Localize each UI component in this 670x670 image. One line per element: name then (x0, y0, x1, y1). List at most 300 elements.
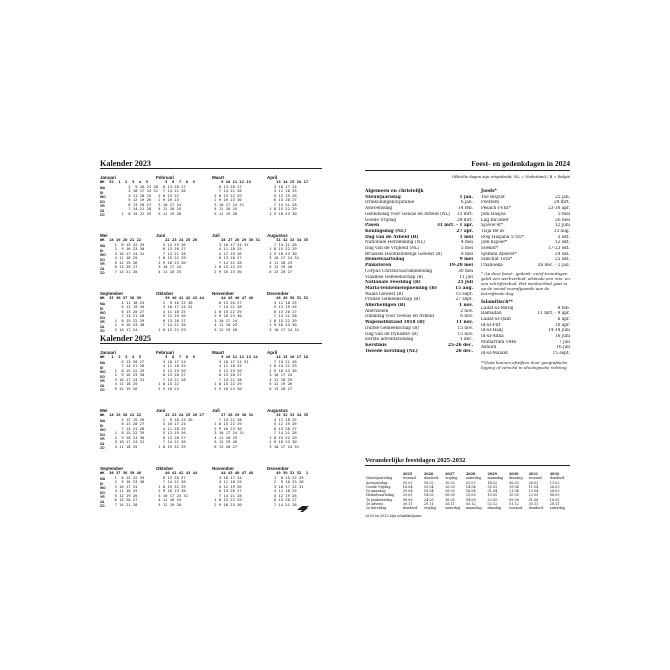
table-cell: 03.04 (423, 484, 434, 489)
month-block (212, 233, 267, 274)
month-name: December (267, 466, 289, 471)
year-header: 2026 (423, 472, 434, 476)
holiday-date: 24 okt. (554, 251, 570, 257)
holiday-date: 1 mei (459, 234, 473, 240)
table-cell: vrijdag (445, 476, 458, 481)
week-numbers: 22 23 24 25 26 27 (156, 412, 205, 417)
holiday-name: Tisja Be'av (481, 228, 505, 234)
week-numbers: 5 6 7 8 9 (156, 354, 195, 359)
holiday-date: 11 nov. (455, 320, 473, 326)
holiday-date: 15 nov. (457, 331, 473, 337)
week-numbers: 5 6 7 8 9 (156, 179, 195, 184)
holiday-date: 11 mrt. - 9 apr. (537, 311, 570, 317)
calendar-2025-title: Kalender 2025 (100, 334, 152, 343)
holiday-date: 30 mei (458, 268, 473, 274)
weekday-labels: MA DI WO DO VR ZA ZO (100, 361, 106, 393)
table-cell: 20.04 (402, 489, 413, 494)
holiday-name: Franse Gemeenschap (B) (365, 297, 420, 303)
month-name: Oktober (156, 466, 174, 471)
table-cell: 14.04 (465, 484, 476, 489)
holiday-name: Hemelvaartsdag (365, 257, 405, 263)
holiday-date: 4 mei (460, 240, 473, 246)
week-numbers: 14 15 16 17 18 (267, 354, 309, 359)
month-name: Januari (100, 350, 117, 355)
month-block (267, 175, 322, 216)
table-cell: 03.12 (465, 502, 476, 507)
year-header: 2027 (445, 472, 455, 476)
month-days: 3 10 17 24 31 4 11 18 25 5 12 19 26 6 13 20 27 7 14 21 28 1 8 15 22 29 2 9 16 23 30 (214, 241, 249, 274)
right-page (365, 155, 570, 520)
month-block (212, 175, 267, 216)
holiday-name: Wapenstilstand 1918 (B) (365, 320, 425, 326)
month-block (267, 233, 322, 274)
holiday-name: Ramadan (481, 311, 502, 317)
holiday-name: Lailat-ul-Qadr (481, 316, 512, 322)
table-cell: 22.05 (528, 493, 539, 498)
holiday-date: 25-26 dec. (447, 342, 473, 348)
holiday-name: Nationale Herdenking (NL) (365, 240, 425, 246)
table-cell: 06.03 (509, 480, 519, 485)
holiday-date: 12 okt. (554, 240, 570, 246)
table-cell: maandag (465, 506, 482, 511)
holiday-date: 14 feb. (457, 206, 473, 212)
week-numbers: 9 10 11 12 13 (212, 179, 251, 184)
table-cell: 08.06 (402, 497, 413, 502)
month-name: Juli (212, 408, 220, 413)
weekday-labels: MA DI WO DO VR ZA ZO (100, 419, 106, 451)
holiday-name: Duitse Gemeenschap (B) (365, 325, 419, 331)
holiday-date: 26 mei (555, 217, 570, 223)
list-item (481, 263, 570, 269)
table-cell: 28.11 (549, 502, 560, 507)
month-block (267, 350, 322, 391)
weekday-labels: MA DI WO DO VR ZA ZO (100, 477, 106, 509)
month-name: Mei (100, 233, 108, 238)
week-numbers: WK 1 2 3 4 5 (100, 354, 142, 359)
jewish-heading: Joods* (481, 189, 497, 194)
holiday-date: 13 aug. (553, 228, 570, 234)
week-numbers: WK 18 19 20 21 22 (100, 412, 142, 417)
year-header: 2032 (549, 472, 560, 476)
holidays-header (365, 159, 570, 171)
holiday-name: Waals Gewest (B) (365, 291, 404, 297)
table-cell: 21.04 (509, 489, 519, 494)
holiday-name: Poeriem (481, 200, 499, 206)
table-cell: dinsdag (487, 506, 502, 511)
holiday-name: Koningsdag (NL) (365, 228, 407, 234)
month-name: Februari (156, 350, 175, 355)
year-header: 2031 (528, 472, 539, 476)
divider (365, 170, 570, 171)
month-block (100, 175, 159, 218)
month-days: 3 10 17 24 4 11 18 25 5 12 19 26 6 13 20 27 7 14 21 28 1 8 15 22 29 2 9 16 23 30 (269, 183, 297, 216)
year-header: 2028 (465, 472, 476, 476)
month-block (156, 408, 211, 449)
holiday-name: Jom Hasjoa (481, 211, 506, 217)
holiday-date: 16 juni (554, 334, 570, 340)
month-name: November (212, 291, 235, 296)
holiday-date: 25 jan. (555, 194, 570, 200)
table-cell: 01.03 (465, 480, 476, 485)
general-heading: Algemeen en christelijk (365, 189, 424, 194)
holiday-date: 6 apr. (557, 316, 570, 322)
holiday-date: 25 okt. (554, 257, 570, 263)
table-cell: 24.05 (423, 497, 434, 502)
holiday-name: Eerste adventszondag (365, 337, 414, 343)
table-cell: 16.05 (445, 497, 455, 502)
table-cell: 14.05 (423, 493, 434, 498)
table-cell: 01.04 (487, 489, 498, 494)
holiday-date: 21 juli (457, 280, 473, 286)
week-numbers: WK 35 36 37 38 39 (100, 295, 142, 300)
month-block (267, 291, 322, 332)
month-name: Maart (212, 175, 225, 180)
week-numbers: 44 45 46 47 48 (212, 295, 254, 300)
table-cell: 30.11 (402, 502, 413, 507)
table-cell: 16.04 (465, 489, 476, 494)
holiday-name: Allerzielen (365, 308, 389, 314)
month-days: 5 12 19 26 6 13 20 27 7 14 21 28 1 8 15 22 29 2 9 16 23 30 3 10 17 24 31 4 11 18 25 (114, 416, 145, 449)
holiday-date: 2 nov. (460, 308, 473, 314)
table-cell: zaterdag (465, 476, 482, 481)
divider (365, 465, 570, 466)
table-cell: woensd. (402, 476, 417, 481)
table-cell: 06.05 (445, 493, 455, 498)
left-page (100, 155, 322, 520)
holiday-date: 26 dec. (455, 348, 473, 354)
month-days: 2 9 16 23 30 3 10 17 24 4 11 18 25 5 12 19 26 6 13 20 27 7 14 21 28 1 8 15 22 29 (158, 416, 193, 449)
table-cell: woensd. (509, 506, 524, 511)
month-name: September (100, 466, 124, 471)
holiday-name: Pesach I-VIII* (481, 206, 511, 212)
table-cell: Goede Vrijdag (366, 484, 391, 489)
holiday-name: Id-ul-Fitr (481, 322, 501, 328)
calendar-2023-title: Kalender 2023 (100, 159, 152, 168)
month-days: 6 13 20 27 7 14 21 28 1 8 15 22 29 2 9 16 23 30 3 10 17 24 31 4 11 18 25 5 12 19 26 (114, 358, 145, 391)
holiday-date: 17-23 okt. (547, 246, 570, 252)
week-numbers: 40 41 42 43 44 (156, 470, 198, 475)
week-numbers: 44 45 46 47 48 (212, 470, 254, 475)
holiday-name: Simchat Tora* (481, 257, 513, 263)
week-numbers: 31 32 33 34 35 (267, 237, 309, 242)
table-cell: 1e advent (366, 502, 383, 507)
holiday-date: 15 aug. (455, 285, 473, 291)
holiday-date: 27 sept. (455, 297, 473, 303)
month-block (100, 408, 155, 449)
month-block (156, 175, 211, 216)
table-body (365, 476, 570, 510)
table-cell: 28.03 (445, 489, 455, 494)
holiday-name: Id-ul-Adha (481, 334, 504, 340)
table-cell: 26.02 (528, 480, 539, 485)
table-cell: 28.03 (549, 489, 560, 494)
month-block (156, 350, 211, 391)
month-days: 6 13 20 27 7 14 21 28 1 8 15 22 29 2 9 16 23 30 3 10 17 24 31 4 11 18 25 5 12 19 26 (214, 183, 245, 216)
holiday-name: Rosj Hasjana 5785* (481, 234, 524, 240)
month-name: Mei (100, 408, 108, 413)
table-cell: 06.05 (549, 493, 560, 498)
holiday-name: Toe Bisjvat (481, 194, 505, 200)
table-row (365, 506, 570, 510)
table-cell: 1e paasdag (366, 489, 386, 494)
holiday-date: 12 juni (554, 223, 570, 229)
table-cell: zaterdag (445, 506, 461, 511)
table-cell: 04.06 (465, 497, 476, 502)
movable-holidays-title: Veranderlijke feestdagen 2025-2032 (365, 457, 466, 464)
table-cell: 18.04 (402, 484, 413, 489)
holiday-date: 11 juli (459, 274, 473, 280)
holiday-date: 27 apr. (456, 228, 473, 234)
month-days: 4 11 18 25 5 12 19 26 6 13 20 27 7 14 21 28 1 8 15 22 29 2 9 16 23 30 3 10 17 24 31 (269, 416, 300, 449)
week-numbers: 48 49 50 51 52 (267, 295, 309, 300)
movable-holidays-table (365, 472, 570, 511)
month-name: April (267, 350, 278, 355)
table-cell: vrijdag (423, 506, 436, 511)
holiday-date: 29 mrt. (456, 217, 473, 223)
weekday-labels: MA DI WO DO VR ZA ZO (100, 302, 106, 334)
month-name: Augustus (267, 233, 288, 238)
list-item (365, 349, 473, 355)
month-days: 7 14 21 28 1 8 15 22 29 2 9 16 23 30 3 10 17 24 31 4 11 18 25 5 12 19 26 6 13 20 27 (214, 416, 245, 449)
holiday-name: Dankdag voor Gewas en Arbeid (365, 314, 434, 320)
holiday-date: 15 sept. (455, 291, 473, 297)
table-cell: 25.05 (465, 493, 476, 498)
table-cell: 30.03 (487, 484, 498, 489)
year-header: 2025 (402, 472, 413, 476)
holiday-name: Id-ul-Maulid (481, 351, 508, 357)
month-name: November (212, 466, 235, 471)
month-days: 1 8 15 22 29 2 9 16 23 30 3 10 17 24 31 4 11 18 25 5 12 19 26 6 13 20 27 7 14 21 28 (114, 241, 145, 274)
month-block (267, 408, 322, 449)
month-days: 4 11 18 25 5 12 19 26 6 13 20 27 7 14 21 28 1 8 15 22 29 2 9 16 23 30 3 10 17 24 (114, 299, 145, 332)
holiday-date: 26 dec. - 2 jan. (537, 263, 570, 269)
islamic-holidays-list (481, 306, 570, 357)
table-cell: donderd. (423, 476, 440, 481)
month-name: April (267, 175, 278, 180)
table-cell: Aswoensdag (366, 480, 388, 485)
jewish-holidays-list (481, 195, 570, 269)
holiday-date: 10 apr. (554, 322, 570, 328)
holiday-name: Ashura (481, 345, 497, 351)
month-name: Maart (212, 350, 225, 355)
month-name: Oktober (156, 291, 174, 296)
month-block (212, 408, 267, 449)
holiday-name: Chanoeka (481, 263, 503, 269)
holiday-date: 15 sept. (552, 351, 570, 357)
holiday-date: 5 mei (460, 246, 473, 252)
holiday-name: Dag van de Dynastie (B) (365, 331, 418, 337)
week-numbers: WK 52 1 2 3 4 5 (100, 179, 149, 184)
holiday-name: Goede Vrijdag (365, 217, 397, 223)
holiday-name: Lag Ba'omer (481, 217, 509, 223)
month-block (156, 291, 211, 332)
month-name: Februari (156, 175, 175, 180)
holiday-name: Vlaamse Gemeenschap (B) (365, 274, 424, 280)
holiday-name: Sjemini Atseret* (481, 251, 517, 257)
jewish-note: * Op deze feest-, gedenk- en/of treurdagen geldt een werkverbod, alsmede een reis- en een schrijfverbod. Het werkverbod gaat in op de avond voorafgaande aan de betreffende dag. (481, 270, 570, 296)
general-holidays-column (365, 189, 473, 354)
month-days: 1 8 15 22 29 2 9 16 23 30 3 10 17 24 31 4 11 18 25 5 12 19 26 6 13 20 27 7 14 21 28 (273, 474, 304, 507)
divider (100, 343, 322, 344)
holiday-name: Brussels Hoofdstedelijk Gewest (B) (365, 251, 442, 257)
table-cell: 01.12 (509, 502, 519, 507)
holiday-date: 24 mrt. (553, 200, 570, 206)
month-days: 6 13 20 27 7 14 21 28 1 8 15 22 29 2 9 16 23 30 3 10 17 24 31 4 11 18 25 5 12 19 26 (158, 474, 189, 507)
holiday-name: Nationale Feestdag (B) (365, 280, 421, 286)
table-cell: Nieuwjaarsdag (366, 476, 392, 481)
holiday-name: Soekot* (481, 246, 499, 252)
holiday-date: 31 mrt. - 1 apr. (436, 223, 473, 229)
month-name: September (100, 291, 124, 296)
month-days: 2 9 16 23 30 3 10 17 24 31 4 11 18 25 5 12 19 26 6 13 20 27 7 14 21 28 1 8 15 22 29 (158, 299, 193, 332)
table-cell: 05.04 (423, 489, 434, 494)
table-cell: 18.02 (423, 480, 434, 485)
table-cell: 26.03 (549, 484, 560, 489)
table-cell: woensd. (528, 476, 543, 481)
table-cell: 02.12 (487, 502, 498, 507)
table-cell: 16.05 (549, 497, 560, 502)
holiday-date: 1 jan. (459, 194, 473, 200)
table-cell: 05.03 (402, 480, 413, 485)
table-cell: 19.04 (509, 484, 519, 489)
month-days: 7 14 21 28 1 8 15 22 29 2 9 16 23 30 3 10 17 24 4 11 18 25 5 12 19 26 6 13 20 27 (269, 358, 297, 391)
calendar-2023-header (100, 159, 322, 169)
month-name: December (267, 291, 289, 296)
holiday-name: Id-ul-Hadj (481, 328, 503, 334)
islamic-note: **Data kunnen afwijken door geografische ligging of verschil in ideologische richting. (481, 359, 568, 370)
month-block (267, 466, 322, 507)
month-name: Juni (156, 233, 166, 238)
week-numbers: 13 14 15 16 17 (267, 179, 309, 184)
table-cell: zaterdag (549, 506, 565, 511)
holiday-name: Nieuwjaarsdag (365, 194, 401, 200)
holiday-date: 6 jan. (460, 200, 473, 206)
holiday-name: Kerstmis (365, 342, 387, 348)
week-numbers: 22 23 24 25 26 (156, 237, 198, 242)
month-name: Januari (100, 175, 117, 180)
month-name: Juni (156, 408, 166, 413)
table-cell: 1e kerstdag (366, 506, 387, 511)
movable-holidays-section (365, 457, 570, 511)
table-cell: 11.04 (528, 484, 539, 489)
month-block (100, 233, 155, 274)
table-cell: 10.05 (487, 493, 498, 498)
holiday-date: 8 feb. (557, 305, 570, 311)
year-header: 2029 (487, 472, 497, 476)
week-numbers: 26 27 28 29 30 31 (212, 237, 261, 242)
holiday-date: 14-18 juni (548, 328, 570, 334)
holiday-name: Corpus Christi/Sacramentsdag (365, 268, 433, 274)
month-block (100, 350, 155, 391)
month-days: 4 11 18 25 5 12 19 26 6 13 20 27 7 14 21 28 1 8 15 22 29 2 9 16 23 30 3 10 17 24 31 (269, 299, 300, 332)
holiday-name: Sjavoe'ot* (481, 223, 504, 229)
year-header: 2030 (509, 472, 519, 476)
week-numbers: 31 32 33 34 35 (267, 412, 309, 417)
table-cell: 09.06 (509, 497, 519, 502)
table-cell: 20.05 (487, 497, 498, 502)
table-cell: maandag (487, 476, 504, 481)
holiday-name: Gebedsdag voor Gewas en Arbeid (NL) (365, 211, 451, 217)
holiday-name: Allerheiligen (B) (365, 303, 406, 309)
month-block (212, 350, 267, 391)
holiday-name: Pinksteren (365, 263, 392, 269)
week-numbers: 9 10 11 12 13 14 (212, 354, 258, 359)
holiday-date: 3 okt. (557, 234, 570, 240)
holiday-name: Tweede kerstdag (NL) (365, 348, 418, 354)
holiday-name: Maria-Tenhemelopneming (B) (365, 285, 437, 291)
weekday-labels: MA DI WO DO VR ZA ZO (100, 244, 106, 276)
holiday-date: 16 juli (556, 345, 570, 351)
table-cell: dinsdag (509, 476, 523, 481)
holiday-date: 23-30 apr. (547, 206, 570, 212)
month-block (100, 466, 155, 507)
table-cell: 29.05 (402, 493, 413, 498)
holiday-date: 1 nov. (458, 303, 473, 309)
holiday-date: 15 nov. (457, 325, 473, 331)
table-cell: 01.06 (528, 497, 539, 502)
holiday-date: 19-20 mei (448, 263, 473, 269)
month-days: 3 10 17 24 4 11 18 25 5 12 19 26 6 13 20 27 7 14 21 28 1 8 15 22 29 2 9 16 23 30 (214, 474, 242, 507)
calendar-2025-header (100, 334, 322, 344)
table-cell: 1e pinksterdag (366, 497, 392, 502)
table-cell: 26.03 (445, 484, 455, 489)
holiday-name: Aswoensdag (365, 206, 393, 212)
month-name: Augustus (267, 408, 288, 413)
month-days: 7 14 21 28 1 8 15 22 29 2 9 16 23 30 3 10 17 24 31 4 11 18 25 5 12 19 26 6 13 20 27 (269, 241, 300, 274)
publisher-logo-icon (296, 503, 310, 513)
religious-holidays-column (481, 189, 570, 370)
general-holidays-list (365, 195, 473, 355)
week-numbers: 49 50 51 52 1 (267, 470, 309, 475)
holiday-name: Jom Kipoer* (481, 240, 508, 246)
holiday-name: Muharram 1446 (481, 339, 517, 345)
holidays-subtitle: Officiële dagen zijn vetgedrukt; NL = Nederland / B = België (451, 174, 570, 179)
holiday-date: 6 nov. (460, 314, 473, 320)
table-cell: 30.05 (509, 493, 519, 498)
holiday-date: 13 mrt. (456, 211, 473, 217)
holiday-name: Driekoningen/Epifanie (365, 200, 415, 206)
month-block (156, 233, 211, 274)
list-item (481, 351, 570, 357)
holiday-date: 5 mei (557, 211, 570, 217)
weekday-labels: MA DI WO DO VR ZA ZO (100, 186, 106, 218)
holiday-date: 9 mei (459, 257, 473, 263)
week-numbers: 27 28 29 30 31 (212, 412, 254, 417)
table-cell: 11.02 (549, 480, 560, 485)
month-days: 3 10 17 24 31 4 11 18 25 5 12 19 26 6 13 20 27 7 14 21 28 1 8 15 22 29 2 9 16 23 30 (214, 358, 249, 391)
holiday-date: 1 dec. (459, 337, 473, 343)
holiday-date: 8 mei (460, 251, 473, 257)
table-cell: 28.11 (445, 502, 455, 507)
month-block (156, 466, 211, 507)
month-days: 6 13 20 27 7 14 21 28 1 8 15 22 2 9 16 23 3 10 17 24 4 11 18 25 5 12 19 26 (158, 183, 186, 216)
month-days: 2 9 16 23 30 3 10 17 24 31 4 11 18 25 5 12 19 26 6 13 20 27 7 14 21 28 1 8 15 22 29 (121, 183, 159, 216)
table-cell: 13.04 (528, 489, 539, 494)
leap-year-footnote: 2028 en 2032 zijn schrikkeljaren. (365, 514, 423, 518)
holidays-title: Feest- en gedenkdagen in 2024 (471, 159, 570, 168)
table-cell: 30.11 (528, 502, 539, 507)
table-cell: 29.11 (423, 502, 434, 507)
holiday-date: 7 juli (559, 339, 570, 345)
holiday-name: Lailat-ul-Meraj (481, 305, 514, 311)
month-days: 1 8 15 22 29 2 9 16 23 30 3 10 17 24 4 11 18 25 5 12 19 26 6 13 20 27 7 14 21 28 (114, 474, 145, 507)
table-cell: donderd. (402, 506, 419, 511)
holiday-name: Dag van de Arbeid (B) (365, 234, 419, 240)
week-numbers: WK 18 19 20 21 22 (100, 237, 142, 242)
month-block (212, 466, 267, 507)
month-days: 3 10 17 24 4 11 18 25 5 12 19 26 6 13 20 27 7 14 21 28 1 8 15 22 2 9 16 23 (158, 358, 186, 391)
table-cell: 10.02 (445, 480, 455, 485)
